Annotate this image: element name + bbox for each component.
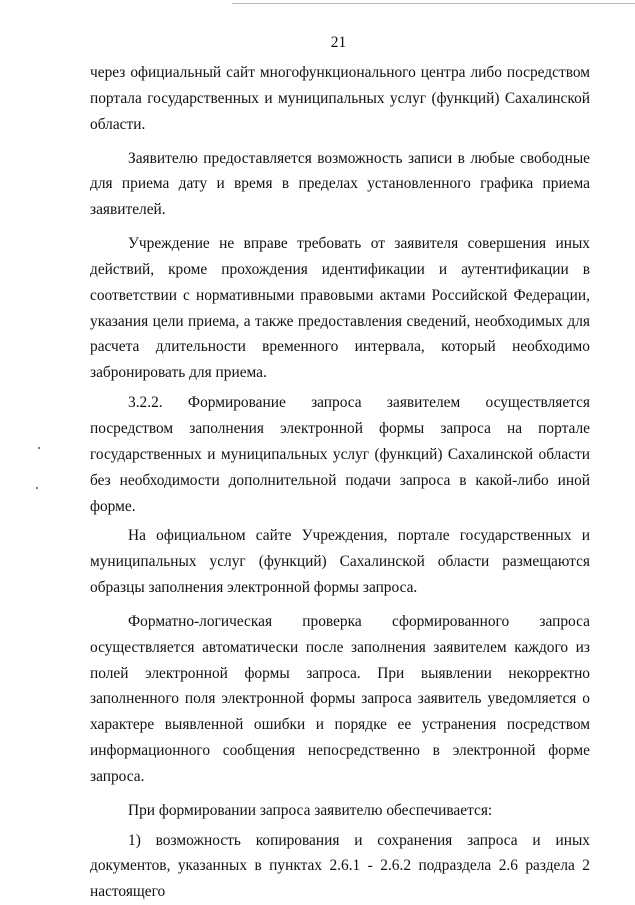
paragraph-7: При формировании запроса заявителю обеспечивается: bbox=[128, 801, 493, 819]
paragraph-4: 3.2.2. Формирование запроса заявителем осуществляется посредством заполнения электронной формы запроса на портале государственных и муниципальных услуг (функций) Сахалинской области без необходимости дополнительной подачи запроса в какой-либо иной форме. bbox=[90, 394, 590, 515]
paragraph-8: 1) возможность копирования и сохранения запроса и иных документов, указанных в пунктах 2.6.1 - 2.6.2 подраздела 2.6 раздела 2 настоящего bbox=[90, 831, 590, 901]
scan-speck bbox=[36, 487, 38, 489]
paragraph-1: через официальный сайт многофункционального центра либо посредством портала государственных и муниципальных услуг (функций) Сахалинской области. bbox=[90, 64, 590, 133]
paragraph-6: Форматно-логическая проверка сформированного запроса осуществляется автоматически после заполнения заявителем каждого из полей электронной формы запроса. При выявлении некорректно заполненного поля электронной формы запроса заявитель уведомляется о характере выявленной ошибки и порядке ее устранения посредством информационного сообщения непосредственно в электронной форме запроса. bbox=[90, 612, 590, 785]
page-number: 21 bbox=[330, 34, 347, 51]
paragraph-2: Заявителю предоставляется возможность записи в любые свободные для приема дату и время в пределах установленного графика приема заявителей. bbox=[90, 149, 590, 219]
paragraph-3: Учреждение не вправе требовать от заявителя совершения иных действий, кроме прохождения идентификации и аутентификации в соответствии с нормативными правовыми актами Российской Федерации, указания цели приема, а также предоставления сведений, необходимых для расчета длительности временного интервала, который необходимо забронировать для приема. bbox=[90, 235, 590, 382]
scan-edge-line bbox=[232, 3, 635, 4]
scan-speck bbox=[38, 447, 40, 449]
body-text bbox=[90, 60, 590, 905]
paragraph-5: На официальном сайте Учреждения, портале государственных и муниципальных услуг (функций) Сахалинской области размещаются образцы заполнения электронной формы запроса. bbox=[90, 527, 590, 597]
